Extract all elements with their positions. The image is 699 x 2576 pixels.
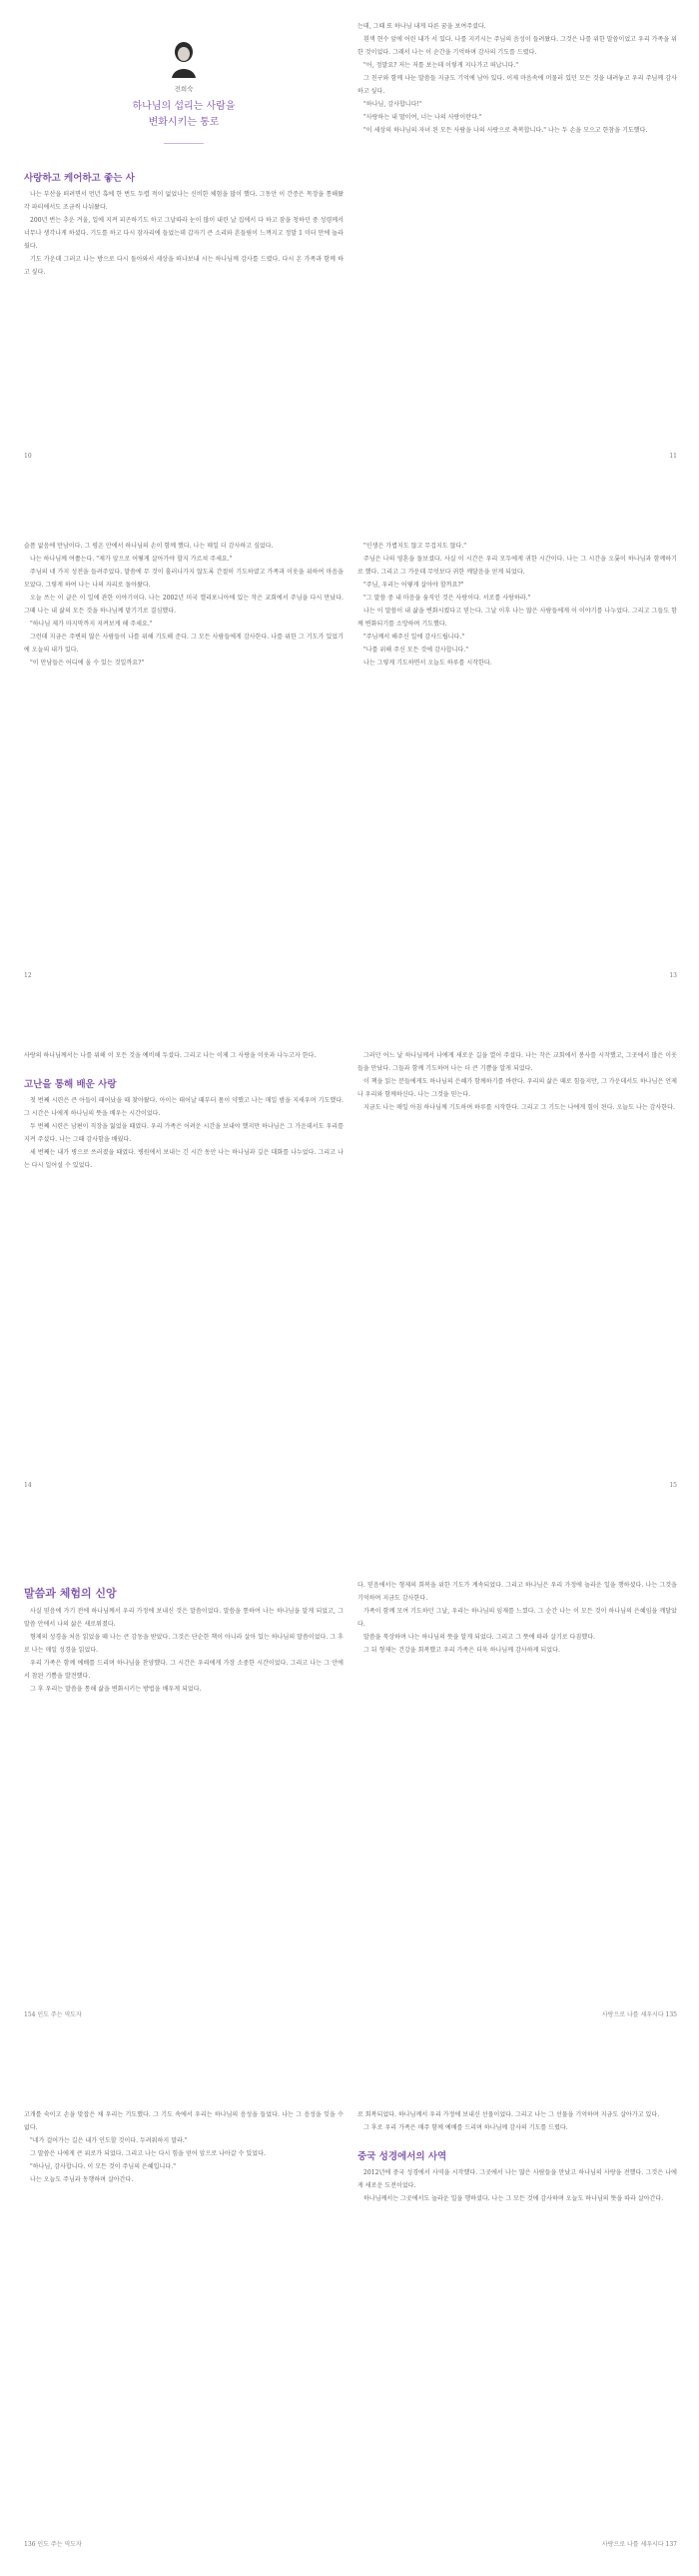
paragraph: 그러던 어느 날 하나님께서 나에게 새로운 길을 열어 주셨다. 나는 작은 교회에서 봉사를 시작했고, 그곳에서 많은 이웃들을 만났다. 그들과 함께 기도하며 나는 더 큰 기쁨을 알게 되었다.	[357, 1052, 677, 1072]
page-number: 12	[24, 972, 32, 979]
spread-4	[0, 1579, 699, 2018]
paragraph: 두 번째 시련은 남편이 직장을 잃었을 때였다. 우리 가족은 어려운 시간을 보내야 했지만 하나님은 그 가운데서도 우리를 지켜 주셨다. 나는 그때 감사함을 배웠다.	[24, 1123, 344, 1143]
paragraph: 하나님께서는 그곳에서도 놀라운 일을 행하셨다. 나는 그 모든 것에 감사하며 오늘도 하나님의 뜻을 따라 살아간다.	[363, 2195, 664, 2202]
paragraph: 주님의 네 가지 성전을 들려주었다. 말씀에 무 것이 흘러나가지 않도록 간절히 기도하였고 가족과 이웃을 위하여 마음을 모았다. 그렇게 하여 나는 나의 자리로 돌아왔다.	[24, 569, 344, 589]
body-text	[357, 540, 677, 669]
section-heading: 사랑하고 케어하고 좋는 사	[24, 173, 135, 184]
paragraph: 흰색 현수 앞에 어린 내가 서 있다. 나를 지키시는 주님의 음성이 들려왔다. 그것은 나를 위한 말씀이었고 우리 가족을 위한 것이었다. 그래서 나는 이 순간을 기억하며 감사의 기도를 드렸다.	[357, 36, 677, 56]
body-text	[24, 188, 344, 279]
paragraph: 200년 번는 추운 겨울, 일에 지켜 피곤하기도 하고 그날따라 눈이 많이 내린 날 집에서 다 하고 잠을 청하던 중 성령께서 너무나 생각나게 하셨다. 기도를 하고 다시 잠자리에 들었는데 갑자기 큰 소리와 흔들림이 느껴지고 정말 1 미터 만에 놀라웠다.	[24, 217, 344, 250]
paragraph: "사랑하는 내 딸이여, 너는 나의 사랑이란다."	[363, 114, 482, 121]
body-text	[24, 1094, 344, 1172]
page-10	[24, 20, 344, 460]
page-13	[357, 540, 677, 979]
body-text	[357, 2166, 677, 2205]
paragraph: 사실 믿음에 가기 전에 하나님께서 우리 가정에 보내신 것은 말씀이었다. 말씀을 통하여 나는 하나님을 알게 되었고, 그 말씀 안에서 나의 삶은 새로워졌다.	[24, 1608, 344, 1628]
paragraph: 사랑의 하나님께서는 나를 위해 이 모든 것을 예비해 두셨다. 그리고 나는 이제 그 사랑을 이웃과 나누고자 한다.	[24, 1052, 317, 1059]
author-silhouette-illustration	[166, 38, 202, 78]
body-text	[357, 20, 677, 137]
page-135	[357, 1579, 677, 2018]
paragraph: "이 만남들은 어디에 올 수 있는 것일까요?"	[30, 659, 145, 666]
paragraph: 우리 가족은 함께 예배를 드리며 하나님을 찬양했다. 그 시간은 우리에게 가장 소중한 시간이었다. 그리고 나는 그 안에서 참된 기쁨을 발견했다.	[24, 1660, 344, 1680]
page-136	[24, 2108, 344, 2548]
paragraph: 가족이 함께 모여 기도하던 그날, 우리는 하나님의 임재를 느꼈다. 그 순간 나는 이 모든 것이 하나님의 은혜임을 깨달았다.	[357, 1608, 677, 1628]
body-text	[24, 1605, 344, 1696]
paragraph: 첫 번째 시련은 큰 아들이 태어났을 때 찾아왔다. 아이는 태어날 때부터 몸이 약했고 나는 매일 밤을 지새우며 기도했다. 그 시간은 나에게 하나님의 뜻을 배우는 시간이었다.	[24, 1097, 344, 1117]
paragraph: "하나님 제가 마지막까지 지켜보게 해 주세요."	[30, 621, 153, 628]
body-text	[357, 1579, 677, 1657]
section-heading: 중국 성경에서의 사역	[357, 2151, 447, 2162]
paragraph: 기도 가운데 그러고 나는 방으로 다시 돌아와서 세상을 떠나보내 시는 하나님께 감사를 드렸다. 다시 온 가족과 함께 하고 싶다.	[24, 256, 344, 276]
paragraph: 다. 믿음에서는 형제의 회복을 위한 기도가 계속되었다. 그리고 하나님은 우리 가정에 놀라운 일을 행하셨다. 나는 그것을 기억하며 지금도 감사한다.	[357, 1582, 677, 1602]
spread-3	[0, 1049, 699, 1489]
paragraph: 이 책을 읽는 분들에게도 하나님의 은혜가 함께하기를 바란다. 우리의 삶은 때로 힘들지만, 그 가운데서도 하나님은 언제나 우리와 함께하신다. 나는 그것을 믿는다.	[357, 1078, 677, 1098]
paragraph: 말씀을 묵상하며 나는 하나님의 뜻을 알게 되었다. 그리고 그 뜻에 따라 살기로 다짐했다.	[363, 1634, 596, 1641]
section-heading: 말씀과 체험의 신앙	[24, 1587, 117, 1600]
paragraph: 슬픔 없음에 만남이다. 그 평온 안에서 하나님의 손이 함께 했다. 나는 매일 더 감사하고 싶었다.	[24, 543, 274, 550]
paragraph: 그 말씀은 나에게 큰 위로가 되었다. 그리고 나는 다시 힘을 얻어 앞으로 나아갈 수 있었다.	[30, 2150, 266, 2157]
running-footer: 136 인도 주는 역도자	[24, 2541, 82, 2548]
paragraph: "인생은 가볍지도 않고 무겁지도 않다."	[363, 543, 467, 550]
chapter-title-line-1: 하나님의 섭리는 사람을	[132, 101, 236, 112]
paragraph: 2012년에 중국 성경에서 사역을 시작했다. 그곳에서 나는 많은 사람들을 만났고 하나님의 사랑을 전했다. 그것은 나에게 새로운 도전이었다.	[357, 2169, 677, 2189]
page-number: 13	[669, 972, 677, 979]
body-text	[24, 540, 344, 669]
running-footer: 154 인도 주는 역도자	[24, 2011, 82, 2018]
paragraph: 는데, 그때 또 하나님 내게 다른 꿈을 보여주셨다.	[357, 23, 486, 30]
paragraph: "주님, 우리는 어떻게 살아야 할까요?"	[363, 582, 464, 589]
page-14	[24, 1049, 344, 1489]
paragraph: "이 세상의 하나님의 자녀 된 모든 사람을 나의 사랑으로 축복합니다." 나는 두 손을 모으고 한참을 기도했다.	[363, 127, 648, 134]
paragraph: 그 친구와 함께 나눈 말씀들 지금도 기억에 남아 있다. 이제 마음속에 머물러 있던 모든 것을 내려놓고 우리 주님께 감사하고 싶다.	[357, 75, 677, 95]
paragraph: 나는 이 말씀이 내 삶을 변화시켰다고 믿는다. 그날 이후 나는 많은 사람들에게 이 이야기를 나누었다. 그리고 그들도 함께 변화되기를 소망하며 기도했다.	[357, 608, 677, 628]
author-name: 전희숙	[174, 85, 194, 93]
paragraph: "주님께서 해주신 일에 감사드립니다."	[363, 634, 465, 641]
paragraph: 오늘 쓰는 이 글은 이 일에 관한 이야기이다. 나는 2002년 미국 캘리포니아에 있는 작은 교회에서 주님을 다시 만났다. 그때 나는 내 삶의 모든 것을 하나님께 맡기기로 결심했다.	[24, 595, 344, 615]
paragraph: 나는 하나님께 여쭙는다. "제가 앞으로 어떻게 살아가야 할지 가르쳐 주세요."	[30, 556, 233, 563]
page-number: 15	[669, 1482, 677, 1489]
paragraph: 나는 그렇게 기도하면서 오늘도 하루를 시작한다.	[363, 659, 492, 666]
running-footer: 사랑으로 나를 세우시다 137	[601, 2541, 677, 2548]
paragraph: 형제의 성경을 처음 읽었을 때 나는 큰 감동을 받았다. 그것은 단순한 책이 아니라 살아 있는 하나님의 말씀이었다. 그 후로 나는 매일 성경을 읽었다.	[24, 1634, 344, 1654]
body-text	[357, 1049, 677, 1114]
chapter-title-line-2: 변화시키는 통로	[148, 117, 220, 128]
paragraph: "하나님, 감사합니다!"	[363, 101, 422, 108]
paragraph: "어, 정말요? 저는 저를 보는데 이렇게 지나가고 떠납니다."	[363, 62, 519, 69]
page-11	[357, 20, 677, 460]
body-text	[357, 2108, 677, 2134]
page-137	[357, 2108, 677, 2548]
section-heading: 고난을 통해 배운 사랑	[24, 1079, 117, 1090]
spread-1	[0, 20, 699, 460]
paragraph: 지금도 나는 매일 아침 하나님께 기도하며 하루를 시작한다. 그리고 그 기도는 나에게 힘이 된다. 오늘도 나는 감사한다.	[363, 1104, 675, 1111]
paragraph: 세 번째는 내가 병으로 쓰러졌을 때였다. 병원에서 보내는 긴 시간 동안 나는 하나님과 깊은 대화를 나누었다. 그리고 나는 다시 일어설 수 있었다.	[24, 1149, 344, 1169]
body-text	[24, 2108, 344, 2186]
chapter-header	[24, 38, 344, 144]
paragraph: 로 회복되었다. 하나님께서 우리 가정에 보내신 선물이었다. 그리고 나는 그 선물을 기억하며 지금도 살아가고 있다.	[357, 2111, 660, 2118]
spread-5	[0, 2108, 699, 2548]
body-text	[24, 1049, 344, 1062]
title-divider	[164, 143, 204, 144]
paragraph: "나를 위해 주신 모든 것에 감사합니다."	[363, 646, 469, 653]
spread-2	[0, 540, 699, 979]
paragraph: 나는 오늘도 주님과 동행하며 살아간다.	[30, 2176, 134, 2183]
paragraph: 나는 부산을 떠려면서 먼년 혹에 한 번도 두렵 적이 없었나는 신비한 체험을 많이 했다. 그동안 이 간증은 목장을 통해왔 각 파티에서도 조금씩 나눠왔다.	[24, 191, 344, 211]
page-15	[357, 1049, 677, 1489]
page-number: 10	[24, 453, 32, 460]
paragraph: 그런데 지금은 주변의 많은 사람들이 나를 위해 기도해 준다. 그 모든 사람들에게 감사한다. 나를 위한 그 기도가 있었기에 오늘의 내가 있다.	[24, 634, 344, 653]
paragraph: 주님은 나의 영혼을 돌보셨다. 사실 이 시간은 우리 모두에게 귀한 시간이다. 나는 그 시간을 오롯이 하나님과 함께하기로 했다. 그리고 그 가운데 무엇보다 귀한 깨달음을 얻게 되었다.	[357, 556, 677, 576]
paragraph: 그 후 우리는 말씀을 통해 삶을 변화시키는 방법을 배우게 되었다.	[30, 1686, 202, 1693]
page-number: 14	[24, 1482, 32, 1489]
paragraph: "하나님, 감사합니다. 이 모든 것이 주님의 은혜입니다."	[30, 2163, 177, 2170]
paragraph: "그 말씀 중 내 마음을 움직인 것은 사랑이다. 서로를 사랑하라."	[363, 595, 531, 602]
page-12	[24, 540, 344, 979]
page-134	[24, 1579, 344, 2018]
paragraph: 고개를 숙이고 손을 맞잡은 채 우리는 기도했다. 그 기도 속에서 우리는 하나님의 음성을 들었다. 나는 그 음성을 잊을 수 없다.	[24, 2111, 344, 2131]
paragraph: "네가 걸어가는 길은 내가 인도할 것이다. 두려워하지 말라."	[30, 2137, 188, 2144]
page-number: 11	[669, 453, 677, 460]
paragraph: 그 뒤 형제는 건강을 회복했고 우리 가족은 더욱 하나님께 감사하게 되었다.	[363, 1647, 560, 1654]
paragraph: 그 후로 우리 가족은 매주 함께 예배를 드리며 하나님께 감사의 기도를 드렸다.	[363, 2124, 568, 2131]
running-footer: 사랑으로 나를 세우시다 135	[601, 2011, 677, 2018]
